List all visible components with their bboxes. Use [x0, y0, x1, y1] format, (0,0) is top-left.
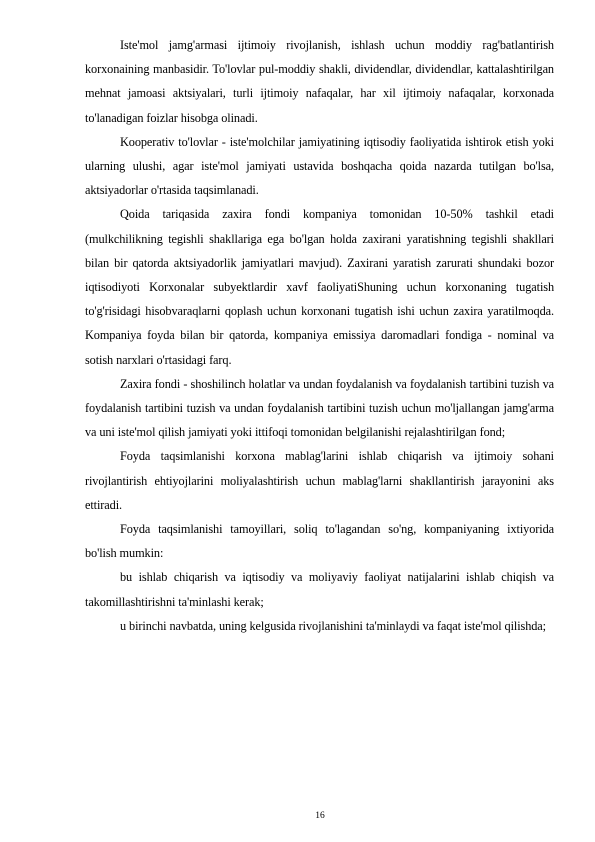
paragraph-profit-distribution: Foyda taqsimlanishi korxona mablag'larini ishlab chiqarish va ijtimoiy sohani rivojlantirish ehtiyojlarini moliyalashtirish uchun mablag'larni shakllantirish jarayonini aks ettiradi.: [85, 449, 554, 512]
paragraph-cooperative-payments: Kooperativ to'lovlar - iste'molchilar jamiyatining iqtisodiy faoliyatida ishtirok etish yoki ularning ulushi, agar iste'mol jamiyati ustavida boshqacha qoida nazarda tutilgan bo'lsa, aktsiyadorlar o'rtasida taqsimlanadi.: [85, 134, 554, 198]
paragraph-reserve-fund-definition: Zaxira fondi - shoshilinch holatlar va undan foydalanish va foydalanish tartibini tuzish va foydalanish tartibini tuzish va undan foydalanish tartibini tuzish uchun mo'ljallangan jamg'arma va uni iste'mol qilish jamiyati yoki ittifoqi tomonidan belgilanishi rejalashtirilgan fond;: [85, 376, 554, 440]
body-text: [85, 33, 554, 638]
paragraph-principle-two: u birinchi navbatda, uning kelgusida rivojlanishini ta'minlaydi va faqat iste'mol qilishda;: [120, 618, 546, 633]
page-number: 16: [315, 811, 325, 821]
paragraph-distribution-principles: Foyda taqsimlanishi tamoyillari, soliq to'lagandan so'ng, kompaniyaning ixtiyorida bo'lish mumkin:: [85, 522, 554, 561]
paragraph-reserve-fund-creation: Qoida tariqasida zaxira fondi kompaniya tomonidan 10-50% tashkil etadi (mulkchilikning tegishli shakllariga ega bo'lgan holda zaxirani yaratishning tegishli shakllari bilan bir qatorda aktsiyadorlik jamiyatlari mavjud). Zaxirani yaratish zarurati shundaki bozor iqtisodiyoti Korxonalar subyektlardir xavf faoliyatiShuning uchun korxonaning tugatish to'g'risidagi hisobvaraqlarni qoplash uchun korxonani tugatish ishi uchun zaxira yaratilmoqda. Kompaniya foyda bilan bir qatorda, kompaniya emissiya daromadlari fondiga - nominal va sotish narxlari o'rtasidagi farq.: [85, 207, 554, 367]
paragraph-consumption-fund: Iste'mol jamg'armasi ijtimoiy rivojlanish, ishlash uchun moddiy rag'batlantirish korxonaining manbasidir. To'lovlar pul-moddiy shakli, dividendlar, dividendlar, kattalashtirilgan mehnat jamoasi aktsiyalari, turli ijtimoiy nafaqalar, har xil ijtimoiy nafaqalar, korxonada to'lanadigan foizlar hisobga olinadi.: [85, 38, 554, 125]
paragraph-principle-one: bu ishlab chiqarish va iqtisodiy va moliyaviy faoliyat natijalarini ishlab chiqish va takomillashtirishni ta'minlashi kerak;: [85, 570, 554, 609]
